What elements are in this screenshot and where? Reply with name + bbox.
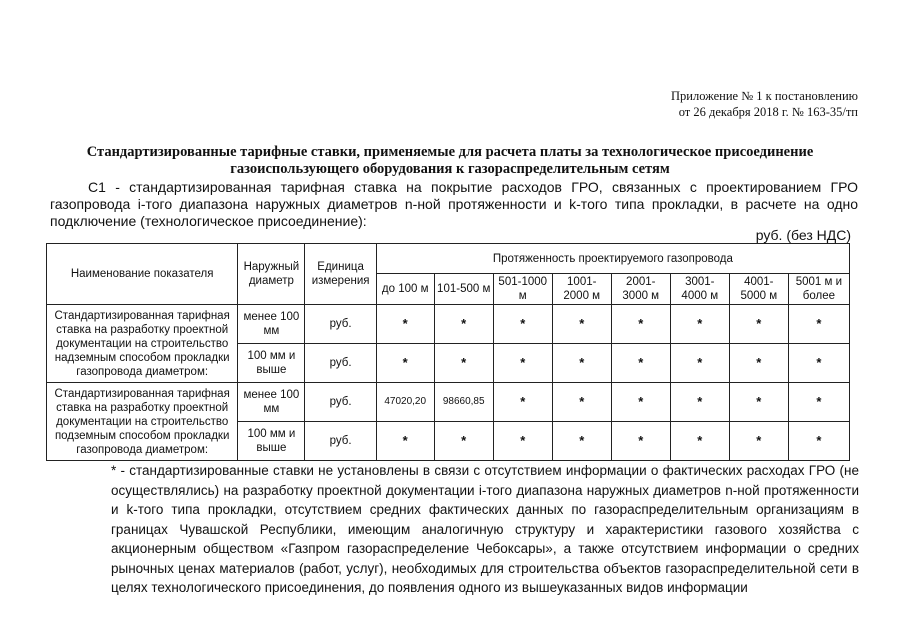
appendix-header [598,88,858,120]
cell-value: * [729,383,788,422]
cell-value: * [729,344,788,383]
cell-value: * [434,344,493,383]
footnote: * - стандартизированные ставки не установлены в связи с отсутствием информации о фактических расходах ГРО (не осуществлялись) на разработку проектной документации i-того диапазона наружных диаметров n-ной протяженности и k-того типа прокладки, отсутствием средних фактических данных по газораспределительным организациям в границах Чувашской Республики, имеющим аналогичную структуру и характеристики газового хозяйства с акционерным обществом «Газпром газораспределение Чебоксары», а также отсутствием информации о средних рыночных ценах материалов (работ, услуг), необходимых для строительства объектов газораспределительной сети в целях технологического присоединения, до появления одного из вышеуказанных видов информации [111,463,859,595]
cell-value: * [788,344,849,383]
header-length-range: 5001 м и более [788,274,849,305]
cell-value: 47020,20 [376,383,434,422]
header-diameter: Наружный диаметр [238,244,305,305]
table-row [47,305,850,344]
cell-value: * [376,344,434,383]
currency-unit: руб. (без НДС) [755,227,851,243]
header-length-range: 2001-3000 м [611,274,670,305]
cell-diameter: менее 100 мм [238,305,305,344]
header-length-range: 101-500 м [434,274,493,305]
tariff-table [46,243,850,461]
cell-value: * [493,383,552,422]
cell-value: * [729,422,788,461]
cell-value: * [670,422,729,461]
header-length-group: Протяженность проектируемого газопровода [376,244,849,274]
appendix-line-2: от 26 декабря 2018 г. № 163-35/тп [678,105,858,119]
cell-value: * [434,305,493,344]
cell-value: * [729,305,788,344]
intro-text: С1 - стандартизированная тарифная ставка на покрытие расходов ГРО, связанных с проектированием ГРО газопровода i-того диапазона наружных диаметров n-ной протяженности и k-того типа прокладки, в расчете на одно подключение (технологическое присоединение): [50,179,858,229]
table-row [47,383,850,422]
cell-value: * [611,344,670,383]
cell-value: * [670,344,729,383]
cell-value: * [670,305,729,344]
cell-value: * [788,383,849,422]
cell-value: * [376,305,434,344]
header-name: Наименование показателя [47,244,238,305]
cell-value: * [493,344,552,383]
cell-diameter: менее 100 мм [238,383,305,422]
cell-value: * [611,422,670,461]
appendix-line-1: Приложение № 1 к постановлению [671,89,858,103]
cell-diameter: 100 мм и выше [238,344,305,383]
cell-value: * [434,422,493,461]
header-length-range: до 100 м [376,274,434,305]
cell-value: * [670,383,729,422]
table-header-row [47,244,850,274]
cell-value: * [611,305,670,344]
cell-value: * [552,383,611,422]
cell-value: * [611,383,670,422]
header-unit: Единица измерения [305,244,376,305]
header-length-range: 4001-5000 м [729,274,788,305]
header-length-range: 1001-2000 м [552,274,611,305]
cell-unit: руб. [305,422,376,461]
cell-value: * [376,422,434,461]
cell-unit: руб. [305,383,376,422]
header-length-range: 3001-4000 м [670,274,729,305]
document-title: Стандартизированные тарифные ставки, применяемые для расчета платы за технологическое присоединение газоиспользующего оборудования к газораспределительным сетям [86,144,814,177]
cell-value: * [552,344,611,383]
intro-paragraph [50,179,858,230]
cell-value: 98660,85 [434,383,493,422]
cell-value: * [788,305,849,344]
cell-unit: руб. [305,305,376,344]
cell-diameter: 100 мм и выше [238,422,305,461]
cell-unit: руб. [305,344,376,383]
group-name: Стандартизированная тарифная ставка на разработку проектной документации на строительство подземным способом прокладки газопровода диаметром: [47,383,238,461]
cell-value: * [493,305,552,344]
header-length-range: 501-1000 м [493,274,552,305]
group-name: Стандартизированная тарифная ставка на разработку проектной документации на строительство надземным способом прокладки газопровода диаметром: [47,305,238,383]
cell-value: * [788,422,849,461]
cell-value: * [552,305,611,344]
cell-value: * [552,422,611,461]
cell-value: * [493,422,552,461]
